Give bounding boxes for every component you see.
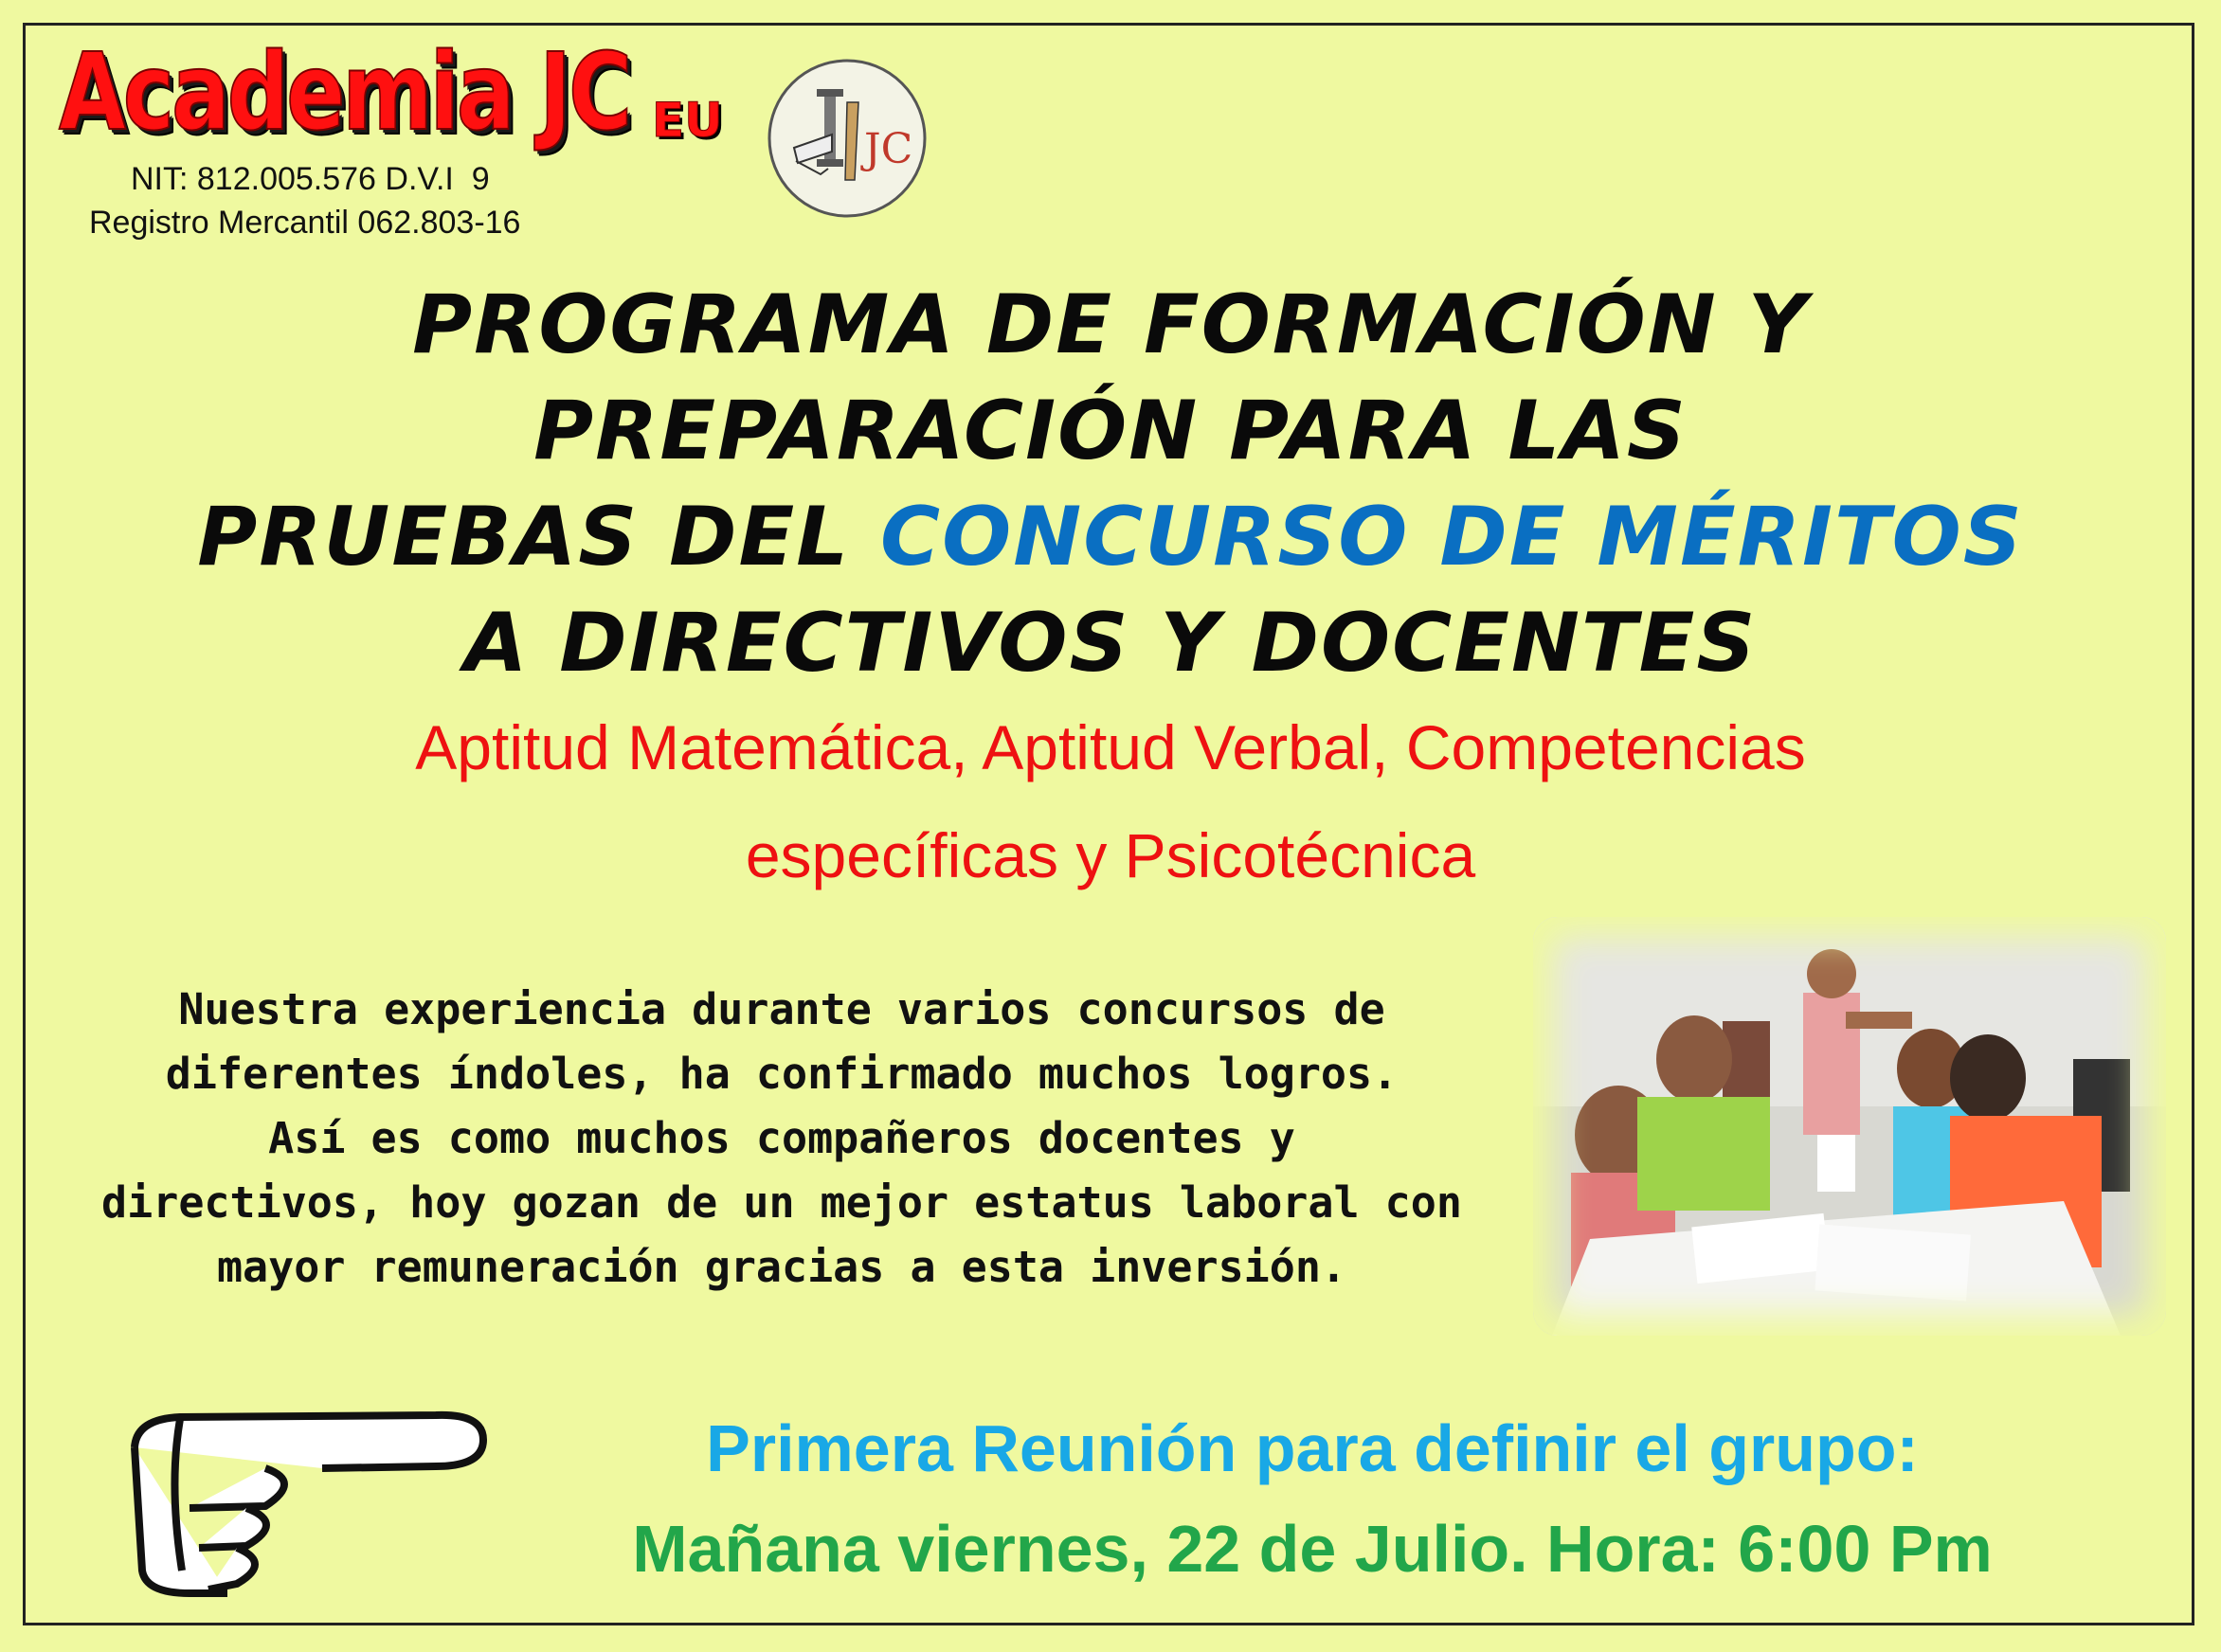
experience-line-2-text: diferentes índoles, ha confirmado <box>165 1049 1038 1099</box>
experience-line-3: Así es como muchos compañeros docentes y <box>268 1113 1295 1163</box>
experience-line-5: mayor remuneración gracias a esta inversión. <box>216 1242 1347 1292</box>
meeting-line-1: Primera Reunión para definir el grupo: <box>706 1411 1919 1485</box>
subjects-line-1: Aptitud Matemática, Aptitud Verbal, Competencias <box>415 712 1806 782</box>
meeting-line-2: Mañana viernes, 22 de Julio. Hora: 6:00 Pm <box>632 1512 1993 1586</box>
experience-line-4: directivos, hoy gozan de un mejor estatus laboral con <box>101 1177 1462 1228</box>
nit-number: NIT: 812.005.576 D.V.I 9 <box>131 161 490 197</box>
experience-line-2 <box>85 1042 1478 1106</box>
seal-letters: JC <box>864 125 913 173</box>
experience-paragraph <box>85 978 1478 1300</box>
title-line-1: PROGRAMA DE FORMACIÓN Y <box>412 278 1809 372</box>
subjects-line-2: específicas y Psicotécnica <box>745 820 1476 890</box>
title-line-2: PREPARACIÓN PARA LAS <box>533 384 1688 478</box>
title-line-4: A DIRECTIVOS Y DOCENTES <box>463 596 1758 691</box>
academy-seal-icon <box>766 57 929 220</box>
classroom-photo <box>1533 917 2166 1336</box>
experience-emphasis: muchos logros <box>1038 1049 1373 1099</box>
registro-mercantil: Registro Mercantil 062.803-16 <box>89 205 521 241</box>
title-highlight: CONCURSO DE MÉRITOS <box>880 490 2024 584</box>
experience-line-2-end: . <box>1372 1049 1399 1099</box>
title-line-3-prefix: PRUEBAS DEL <box>197 490 880 584</box>
brand-suffix: EU <box>652 93 723 148</box>
brand-name: Academia JC <box>59 31 630 154</box>
experience-line-1: Nuestra experiencia durante varios concursos de <box>178 984 1385 1034</box>
title-line-3 <box>0 490 2221 584</box>
